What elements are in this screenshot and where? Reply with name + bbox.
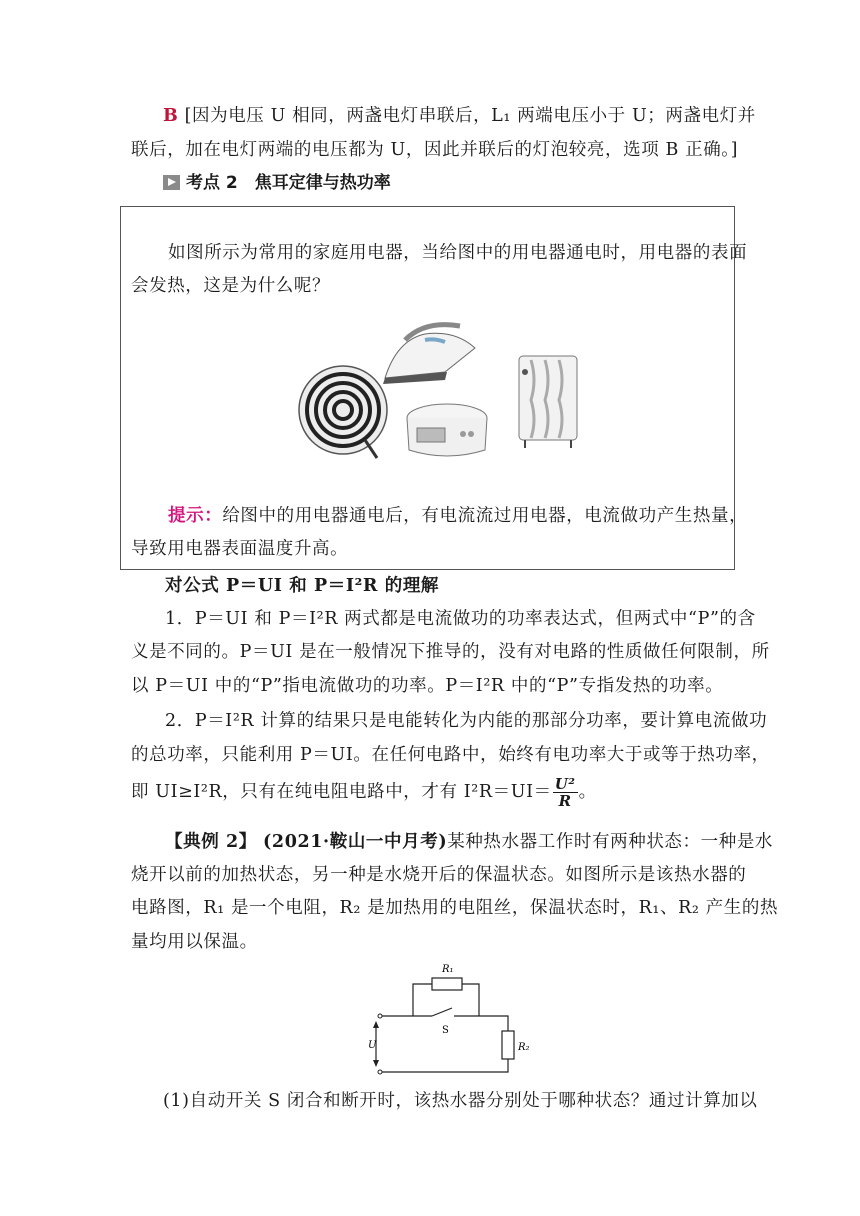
para1-line-1: 1．P＝UI 和 P＝I²R 两式都是电流做功的功率表达式，但两式中“P”的含 bbox=[165, 609, 756, 629]
box-question-line-2: 会发热，这是为什么呢？ bbox=[131, 276, 331, 296]
answer-line-1 bbox=[163, 101, 756, 131]
example-source: (2021·鞍山一中月考) bbox=[263, 832, 448, 852]
section-label: 考点 2 焦耳定律与热功率 bbox=[186, 173, 391, 193]
para2-line-3 bbox=[131, 772, 731, 812]
rice-cooker-image bbox=[407, 404, 487, 456]
question-1-line: (1)自动开关 S 闭合和断开时，该热水器分别处于哪种状态？通过计算加以 bbox=[163, 1091, 758, 1111]
para1-line-2: 义是不同的。P＝UI 是在一般情况下推导的，没有对电路的性质做任何限制，所 bbox=[131, 642, 770, 662]
voltage-label: U bbox=[368, 1040, 377, 1051]
switch-label: S bbox=[442, 1025, 449, 1036]
box-question-line-1: 如图所示为常用的家庭用电器，当给图中的用电器通电时，用电器的表面 bbox=[168, 243, 748, 263]
oil-radiator-image bbox=[519, 356, 577, 448]
answer-letter: B bbox=[163, 106, 179, 126]
hint-text-1: 给图中的用电器通电后，有电流流过用电器，电流做功产生热量， bbox=[222, 506, 748, 526]
section-heading bbox=[163, 170, 391, 196]
para2-line-3-text: 即 UI≥I²R，只有在纯电阻电路中，才有 I²R＝UI＝ bbox=[131, 782, 552, 802]
r1-label: R₁ bbox=[442, 964, 454, 975]
hint-label: 提示： bbox=[168, 506, 223, 526]
example-line-3: 电路图，R₁ 是一个电阻，R₂ 是加热用的电阻丝，保温状态时，R₁、R₂ 产生的热 bbox=[131, 898, 779, 918]
box-hint-line-1 bbox=[168, 501, 748, 531]
r2-label: R₂ bbox=[518, 1042, 530, 1053]
home-appliances-figure bbox=[285, 300, 585, 460]
answer-text-1: [因为电压 U 相同，两盏电灯串联后，L₁ 两端电压小于 U；两盏电灯并 bbox=[184, 106, 756, 126]
coil-heater-image bbox=[299, 366, 387, 458]
answer-line-2: 联后，加在电灯两端的电压都为 U，因此并联后的灯泡较亮，选项 B 正确。] bbox=[131, 140, 739, 160]
circuit-diagram bbox=[368, 958, 538, 1088]
example-line-4: 量均用以保温。 bbox=[131, 932, 258, 952]
para2-line-1: 2．P＝I²R 计算的结果只是电能转化为内能的那部分功率，要计算电流做功 bbox=[165, 711, 768, 731]
para1-line-3: 以 P＝UI 中的“P”指电流做功的功率。P＝I²R 中的“P”专指发热的功率。 bbox=[131, 676, 724, 696]
understanding-heading: 对公式 P＝UI 和 P＝I²R 的理解 bbox=[165, 576, 440, 596]
box-hint-line-2: 导致用电器表面温度升高。 bbox=[131, 539, 349, 559]
play-triangle-icon bbox=[163, 175, 180, 190]
example-label: 【典例 2】 bbox=[165, 832, 257, 852]
steam-iron-image bbox=[383, 325, 475, 384]
u-squared-over-r-fraction bbox=[553, 776, 578, 809]
example-text-1: 某种热水器工作时有两种状态：一种是水 bbox=[447, 832, 774, 852]
para2-line-2: 的总功率，只能利用 P＝UI。在任何电路中，始终有电功率大于或等于热功率， bbox=[131, 745, 770, 765]
fraction-numerator: U² bbox=[554, 775, 576, 793]
fraction-denominator: R bbox=[558, 792, 572, 810]
example-line-1 bbox=[165, 827, 774, 857]
para2-end: 。 bbox=[578, 782, 597, 802]
example-line-2: 烧开以前的加热状态，另一种是水烧开后的保温状态。如图所示是该热水器的 bbox=[131, 865, 747, 885]
